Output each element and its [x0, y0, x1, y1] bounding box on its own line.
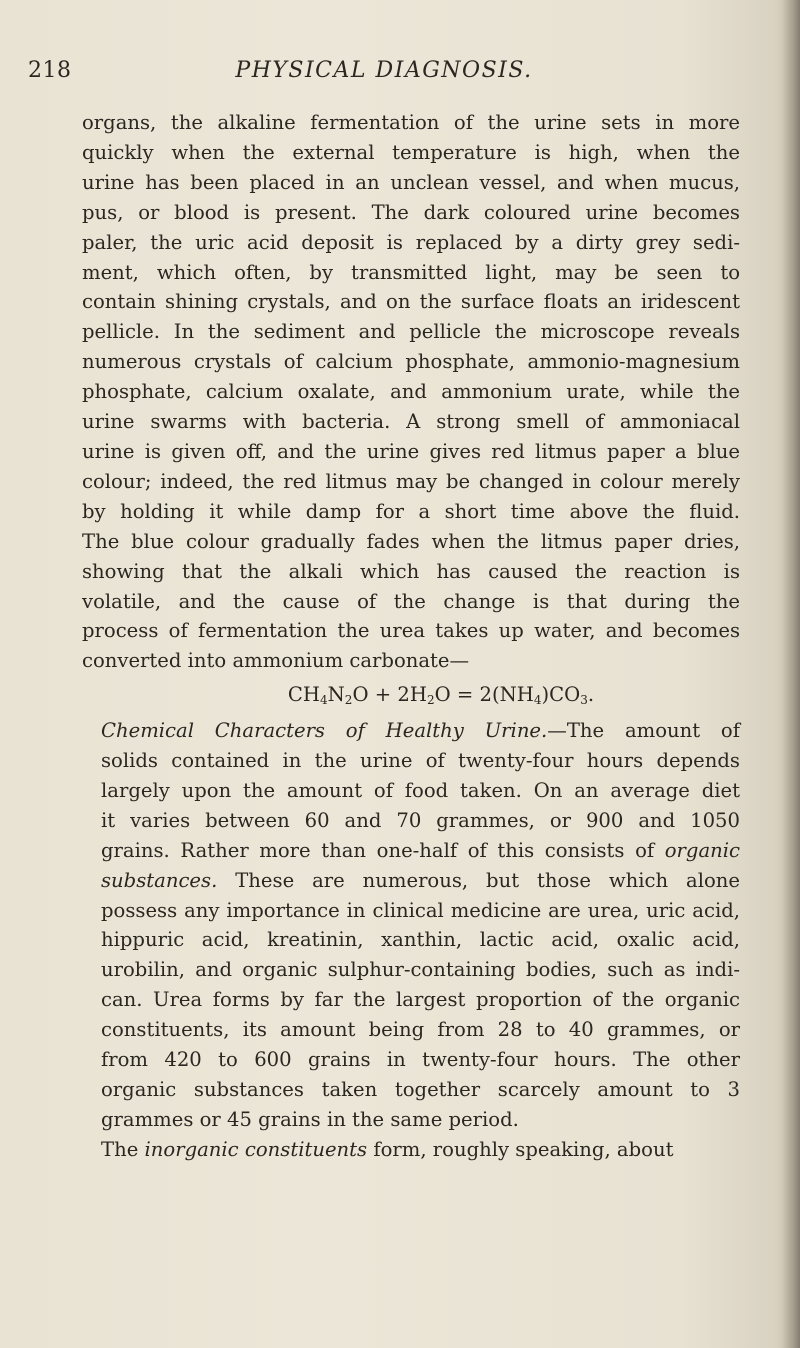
text-line: hippuric acid, kreatinin, xanthin, lactic acid, oxalic acid, — [101, 928, 740, 952]
text-line: quickly when the external temperature is high, when the — [82, 140, 740, 164]
chemical-equation — [82, 680, 740, 710]
equation-part: . — [587, 683, 595, 707]
text-line: organs, the alkaline fermentation of the urine sets in more — [82, 111, 740, 134]
text-line: colour; indeed, the red litmus may be changed in colour merely — [82, 469, 740, 493]
text-line: it varies between 60 and 70 grammes, or 900 and 1050 — [101, 808, 740, 832]
text-line — [82, 836, 740, 866]
text-run: These are numerous, but those which alone — [217, 868, 740, 892]
text-line — [82, 1135, 740, 1165]
text-run: form, roughly speaking, about — [367, 1137, 674, 1161]
emphasis-substances: substances. — [101, 868, 218, 892]
section-heading: Chemical Characters of Healthy Urine. — [101, 719, 548, 743]
text-line: urine has been placed in an unclean vessel, and when mucus, — [82, 170, 740, 194]
text-line: numerous crystals of calcium phosphate, ammonio-magnesium — [82, 350, 740, 374]
equation-subscript: 4 — [320, 693, 328, 708]
equation-subscript: 2 — [426, 693, 435, 708]
equation-part: )CO — [541, 683, 581, 707]
paragraph-chemical-characters — [82, 716, 740, 1135]
paragraph-inorganic-constituents — [82, 1135, 740, 1165]
text-line: pellicle. In the sediment and pellicle the microscope reveals — [82, 320, 740, 344]
text-run: The — [101, 1137, 145, 1161]
text-run: —The amount of — [547, 719, 740, 743]
text-line: constituents, its amount being from 28 to 40 grammes, or — [101, 1018, 740, 1042]
text-line: grammes or 45 grains in the same period. — [101, 1107, 519, 1131]
text-line: contain shining crystals, and on the surface floats an iridescent — [82, 290, 740, 314]
text-line: The blue colour gradually fades when the litmus paper dries, — [82, 529, 740, 553]
text-line: ment, which often, by transmitted light, may be seen to — [82, 260, 740, 284]
text-line: urine swarms with bacteria. A strong smell of ammoniacal — [82, 410, 740, 434]
text-line: urobilin, and organic sulphur-containing bodies, such as indi- — [101, 958, 740, 982]
emphasis-organic: organic — [664, 838, 740, 862]
equation-part: O = 2(NH — [434, 683, 534, 707]
text-run: grains. Rather more than one-half of this consists of — [101, 838, 655, 862]
paragraph-alkaline-fermentation — [82, 108, 740, 676]
body-text — [82, 108, 740, 1165]
text-line: phosphate, calcium oxalate, and ammonium urate, while the — [82, 380, 740, 404]
emphasis-inorganic-constituents: inorganic constituents — [144, 1137, 368, 1161]
equation-part: N — [327, 683, 345, 707]
text-line: solids contained in the urine of twenty-four hours depends — [101, 749, 740, 773]
text-line: can. Urea forms by far the largest proportion of the organic — [101, 988, 740, 1012]
equation-subscript: 2 — [344, 693, 353, 708]
text-line — [82, 866, 740, 896]
text-line: organic substances taken together scarcely amount to 3 — [101, 1078, 740, 1101]
text-line: from 420 to 600 grains in twenty-four hours. The other — [101, 1048, 740, 1072]
text-line — [82, 716, 740, 746]
text-line: by holding it while damp for a short time above the fluid. — [82, 499, 740, 523]
text-line: showing that the alkali which has caused the reaction is — [82, 559, 740, 583]
equation-part: O + 2H — [352, 683, 427, 707]
text-line: largely upon the amount of food taken. On an average diet — [101, 778, 740, 802]
text-line: process of fermentation the urea takes up water, and becomes — [82, 619, 740, 643]
page-binding-edge — [782, 0, 800, 1348]
equation-subscript: 3 — [580, 693, 588, 708]
equation-subscript: 4 — [533, 693, 542, 708]
page-header — [28, 58, 740, 98]
text-line: possess any importance in clinical medicine are urea, uric acid, — [101, 898, 740, 922]
equation-part: CH — [287, 683, 320, 707]
running-head: PHYSICAL DIAGNOSIS. — [235, 58, 533, 83]
text-line: pus, or blood is present. The dark coloured urine becomes — [82, 200, 740, 224]
text-line: volatile, and the cause of the change is that during the — [82, 589, 740, 613]
text-line: urine is given off, and the urine gives red litmus paper a blue — [82, 439, 740, 463]
text-line: converted into ammonium carbonate— — [82, 649, 470, 673]
page-number: 218 — [28, 58, 72, 83]
text-line: paler, the uric acid deposit is replaced by a dirty grey sedi- — [82, 230, 740, 254]
